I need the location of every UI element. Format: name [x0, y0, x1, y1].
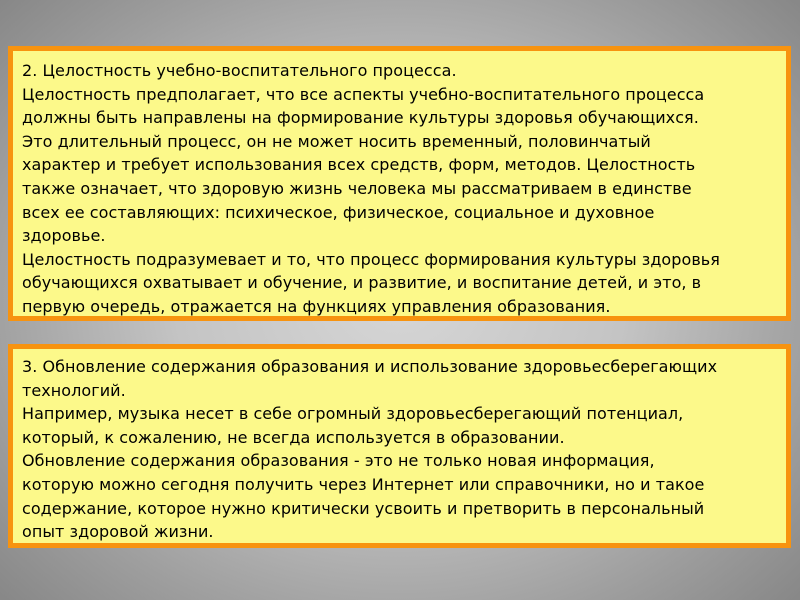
text-panel-integrity	[8, 46, 791, 321]
text-line: характер и требует использования всех средств, форм, методов. Целостность	[22, 155, 696, 175]
text-line: 3. Обновление содержания образования и использование здоровьесберегающих	[22, 357, 718, 376]
text-line: здоровье.	[22, 226, 106, 246]
text-line: Целостность предполагает, что все аспекты учебно-воспитательного процесса	[22, 84, 705, 104]
text-line: содержание, которое нужно критически усвоить и претворить в персональный	[22, 498, 705, 518]
text-line: первую очередь, отражается на функциях управления образования.	[22, 296, 611, 316]
text-line: которую можно сегодня получить через Интернет или справочники, но и такое	[22, 474, 705, 494]
text-line: технологий.	[22, 380, 126, 400]
text-line: всех ее составляющих: психическое, физическое, социальное и духовное	[22, 202, 655, 222]
text-line: 2. Целостность учебно-воспитательного процесса.	[22, 61, 457, 80]
text-line: который, к сожалению, не всегда используется в образовании.	[22, 427, 565, 447]
text-line: также означает, что здоровую жизнь человека мы рассматриваем в единстве	[22, 178, 692, 198]
text-line: Это длительный процесс, он не может носить временный, половинчатый	[22, 131, 651, 151]
text-line: опыт здоровой жизни.	[22, 522, 214, 542]
text-line: должны быть направлены на формирование культуры здоровья обучающихся.	[22, 108, 699, 128]
text-line: Например, музыка несет в себе огромный здоровьесберегающий потенциал,	[22, 404, 684, 424]
text-line: обучающихся охватывает и обучение, и развитие, и воспитание детей, и это, в	[22, 273, 702, 293]
text-line: Целостность подразумевает и то, что процесс формирования культуры здоровья	[22, 249, 720, 269]
text-panel-content-renewal	[8, 344, 791, 548]
text-line: Обновление содержания образования - это не только новая информация,	[22, 451, 655, 471]
